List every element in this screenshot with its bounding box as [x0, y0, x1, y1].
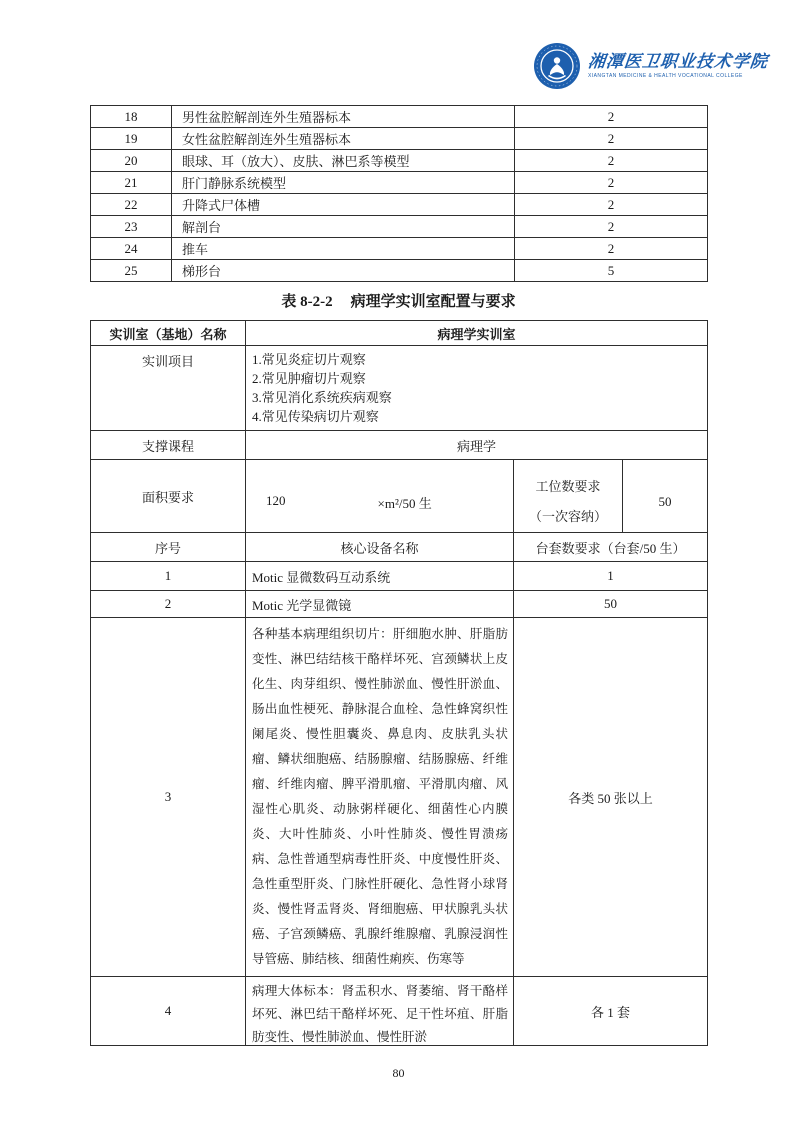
device-header-no: 序号: [91, 533, 246, 562]
device-name-cell: Motic 显微数码互动系统: [246, 562, 514, 591]
table-caption-label: 表 8-2-2: [281, 294, 333, 310]
equipment-name-cell: 男性盆腔解剖连外生殖器标本: [172, 106, 515, 128]
device-qty-cell: 各类 50 张以上: [514, 618, 708, 977]
training-projects-row: [91, 346, 708, 431]
page-number: 80: [392, 1066, 405, 1080]
equipment-row: [91, 150, 708, 172]
specimen-list-text: 病理大体标本：肾盂积水、肾萎缩、肾干酪样坏死、淋巴结干酪样坏死、足干性坏疽、肝脂肪变性、慢性肺淤血、慢性肝淤: [252, 984, 508, 1044]
equipment-row: [91, 172, 708, 194]
row-number-cell: 18: [91, 106, 172, 128]
row-number-cell: 21: [91, 172, 172, 194]
equipment-qty-cell: 2: [515, 150, 708, 172]
device-row: [91, 562, 708, 591]
project-item: 4.常见传染病切片观察: [252, 409, 379, 424]
college-name-zh: 湘潭医卫职业技术学院: [587, 52, 770, 71]
college-name-en: XIANGTAN MEDICINE & HEALTH VOCATIONAL COLLEGE: [588, 73, 743, 79]
area-value: 120: [266, 492, 286, 508]
area-unit: ×m²/50 生: [377, 495, 432, 511]
projects-label-cell: 实训项目: [91, 346, 246, 431]
row-number-cell: 23: [91, 216, 172, 238]
area-value-line: [246, 481, 513, 512]
equipment-name-cell: 肝门静脉系统模型: [172, 172, 515, 194]
device-row: [91, 591, 708, 618]
equipment-row: [91, 128, 708, 150]
station-label-cell: [514, 460, 623, 533]
device-row: [91, 618, 708, 977]
area-requirement-row: [91, 460, 708, 533]
device-name-cell: Motic 光学显微镜: [246, 591, 514, 618]
room-name-label-cell: 实训室（基地）名称: [91, 321, 246, 346]
equipment-name-cell: 梯形台: [172, 260, 515, 282]
equipment-name-cell: 解剖台: [172, 216, 515, 238]
equipment-row: [91, 216, 708, 238]
row-number-cell: 19: [91, 128, 172, 150]
equipment-name-cell: 推车: [172, 238, 515, 260]
device-name-cell: [246, 977, 514, 1046]
device-no-cell: 3: [91, 618, 246, 977]
config-table: [90, 320, 708, 1046]
equipment-name-cell: 眼球、耳（放大）、皮肤、淋巴系等模型: [172, 150, 515, 172]
area-label-cell: 面积要求: [91, 460, 246, 533]
station-label: [514, 460, 622, 532]
row-number-cell: 20: [91, 150, 172, 172]
project-item: 1.常见炎症切片观察: [252, 352, 366, 367]
station-label-line2: （一次容纳）: [528, 509, 607, 524]
equipment-name-cell: 女性盆腔解剖连外生殖器标本: [172, 128, 515, 150]
row-number-cell: 25: [91, 260, 172, 282]
equipment-qty-cell: 5: [515, 260, 708, 282]
equipment-qty-cell: 2: [515, 128, 708, 150]
project-item: 3.常见消化系统疾病观察: [252, 390, 392, 405]
college-names: [588, 52, 768, 80]
device-header-row: [91, 533, 708, 562]
project-item: 2.常见肿瘤切片观察: [252, 371, 366, 386]
course-value-cell: 病理学: [246, 431, 708, 460]
equipment-row: [91, 238, 708, 260]
table-caption: [90, 290, 707, 311]
projects-list: [246, 346, 707, 430]
slide-list-text: 各种基本病理组织切片：肝细胞水肿、肝脂肪变性、淋巴结结核干酪样坏死、宫颈鳞状上皮化生、肉芽组织、慢性肺淤血、慢性肝淤血、肠出血性梗死、静脉混合血栓、急性蜂窝织性阑尾炎、慢性胆囊炎、鼻息肉、皮肤乳头状瘤、鳞状细胞癌、结肠腺瘤、结肠腺癌、纤维瘤、纤维肉瘤、脾平滑肌瘤、平滑肌肉瘤、风湿性心肌炎、动脉粥样硬化、细菌性心内膜炎、大叶性肺炎、小叶性肺炎、慢性胃溃疡病、急性普通型病毒性肝炎、中度慢性肝炎、急性重型肝炎、门脉性肝硬化、急性肾小球肾炎、慢性肾盂肾炎、肾细胞癌、甲状腺乳头状癌、子宫颈鳞癌、乳腺纤维腺瘤、乳腺浸润性导管癌、肺结核、细菌性痢疾、伤寒等: [252, 627, 508, 966]
device-no-cell: 4: [91, 977, 246, 1046]
station-label-line1: 工位数要求: [535, 479, 601, 494]
room-name-value-cell: 病理学实训室: [246, 321, 708, 346]
device-header-qty: 台套数要求（台套/50 生）: [514, 533, 708, 562]
equipment-qty-cell: 2: [515, 106, 708, 128]
equipment-name-cell: 升降式尸体槽: [172, 194, 515, 216]
equipment-qty-cell: 2: [515, 216, 708, 238]
college-logo: [533, 42, 768, 90]
station-value-cell: [623, 460, 708, 533]
device-qty-cell: 1: [514, 562, 708, 591]
area-value-cell: [246, 460, 514, 533]
row-number-cell: 22: [91, 194, 172, 216]
device-name-cell: [246, 618, 514, 977]
projects-list-cell: [246, 346, 708, 431]
device-qty-cell: 50: [514, 591, 708, 618]
equipment-qty-cell: 2: [515, 238, 708, 260]
device-header-name: 核心设备名称: [246, 533, 514, 562]
room-name-row: [91, 321, 708, 346]
college-emblem-icon: [533, 42, 581, 90]
equipment-qty-cell: 2: [515, 172, 708, 194]
course-label-cell: 支撑课程: [91, 431, 246, 460]
equipment-table: [90, 105, 708, 282]
support-course-row: [91, 431, 708, 460]
station-value: 50: [658, 494, 672, 509]
row-number-cell: 24: [91, 238, 172, 260]
device-no-cell: 1: [91, 562, 246, 591]
equipment-row: [91, 194, 708, 216]
equipment-qty-cell: 2: [515, 194, 708, 216]
equipment-row: [91, 106, 708, 128]
equipment-row: [91, 260, 708, 282]
device-row: [91, 977, 708, 1046]
table-caption-title: 病理学实训室配置与要求: [350, 294, 516, 310]
device-qty-cell: 各 1 套: [514, 977, 708, 1046]
device-no-cell: 2: [91, 591, 246, 618]
